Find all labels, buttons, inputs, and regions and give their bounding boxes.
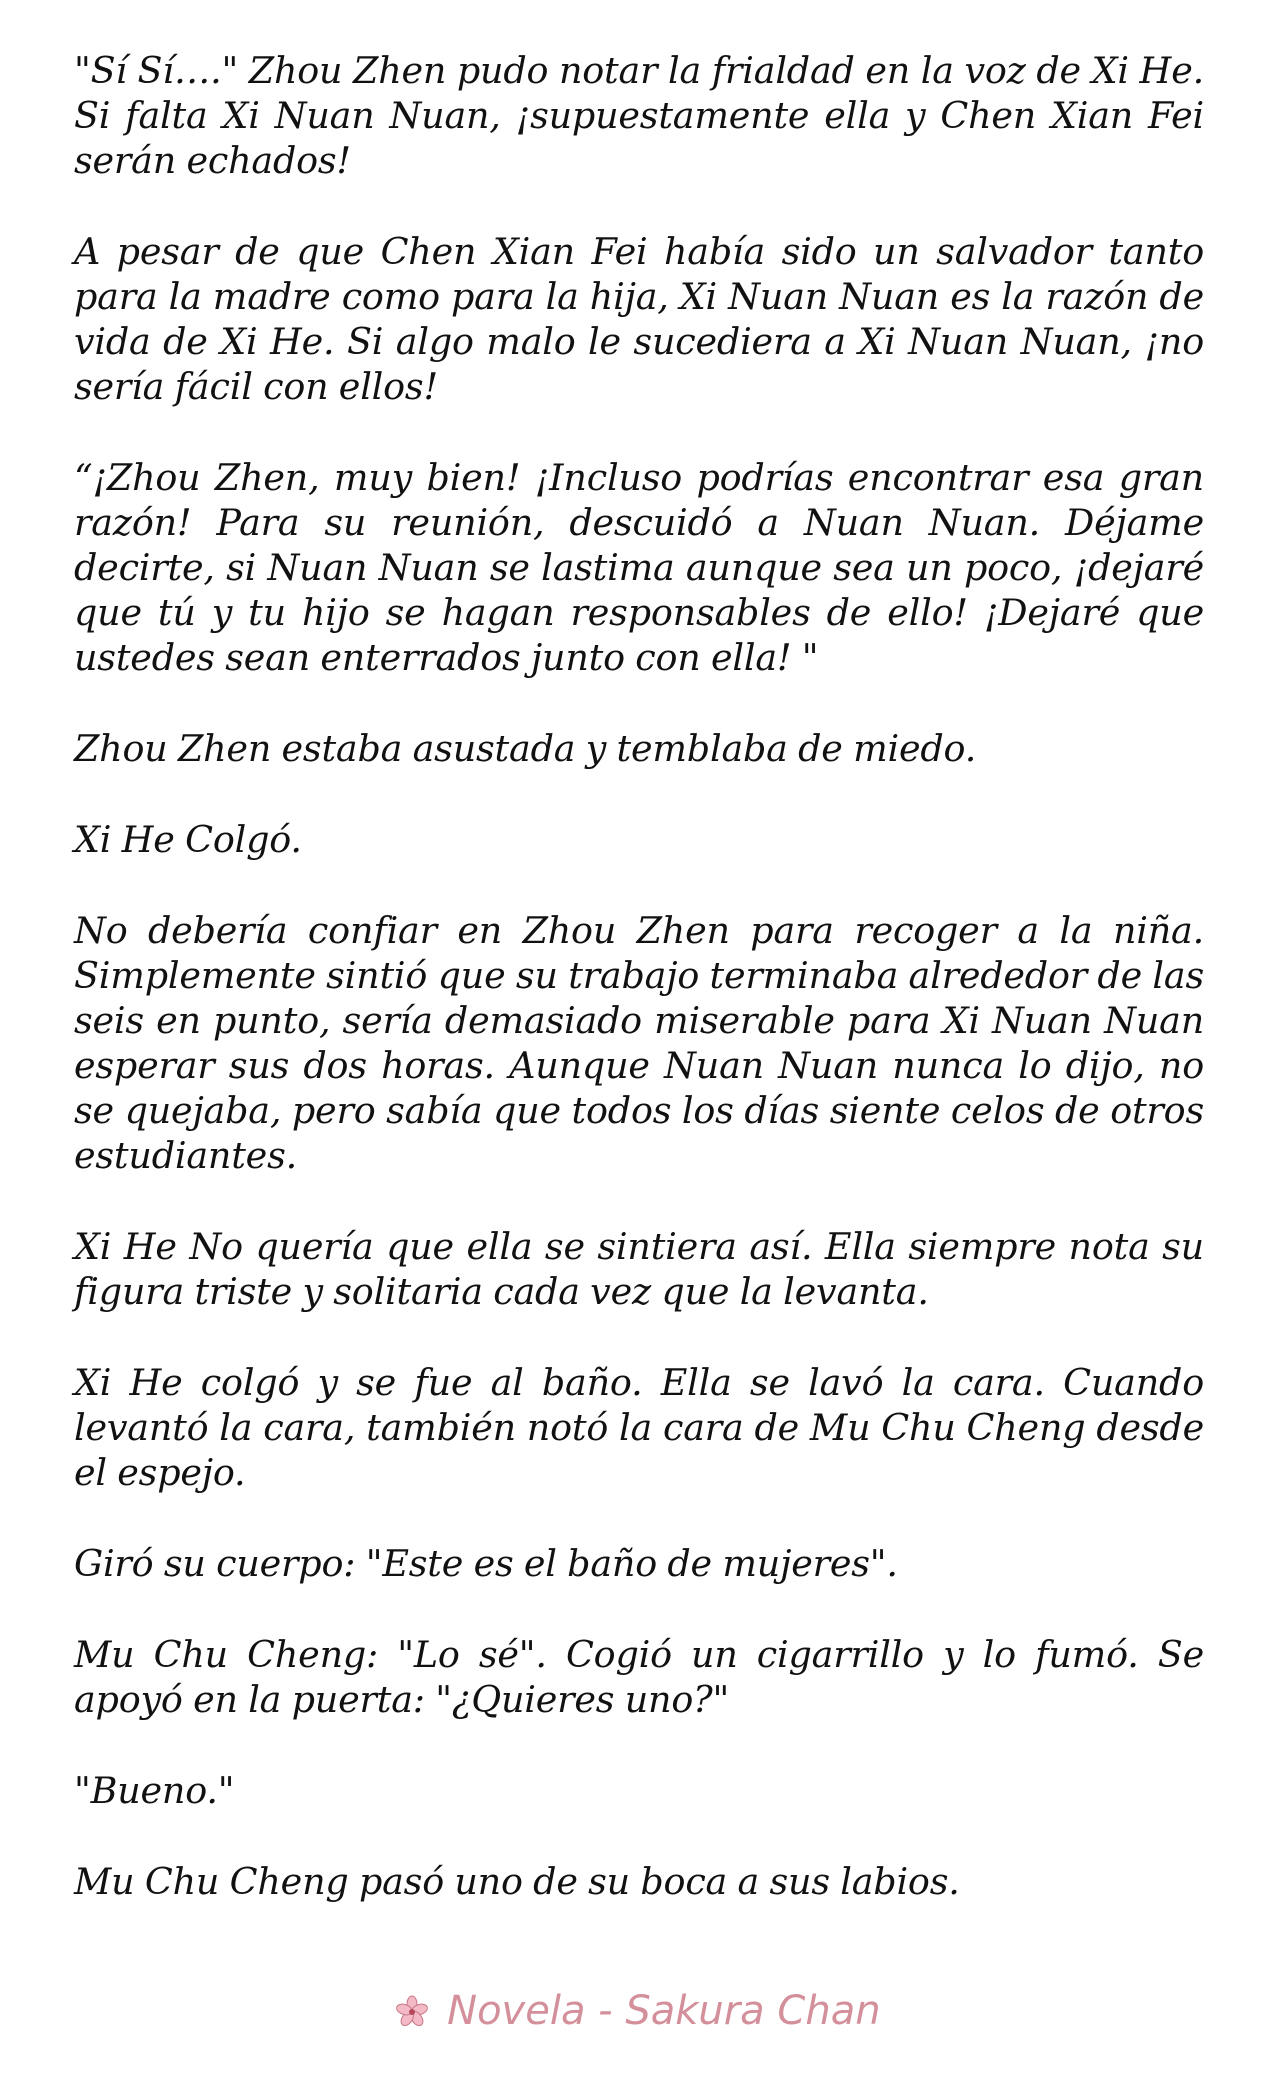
- paragraph: Xi He No quería que ella se sintiera así. Ella siempre nota su figura triste y solitaria cada vez que la levanta.: [74, 1225, 1204, 1313]
- sakura-flower-icon: [394, 1994, 430, 2030]
- watermark-text: Novela - Sakura Chan: [447, 1988, 881, 2034]
- paragraph: "Bueno.": [74, 1769, 235, 1812]
- watermark-footer: [0, 1988, 1275, 2034]
- paragraph: A pesar de que Chen Xian Fei había sido un salvador tanto para la madre como para la hija, Xi Nuan Nuan es la razón de vida de Xi He. Si algo malo le sucediera a Xi Nuan Nuan, ¡no sería fácil con ellos!: [74, 230, 1204, 408]
- paragraph: No debería confiar en Zhou Zhen para recoger a la niña. Simplemente sintió que su trabajo terminaba alrededor de las seis en punto, sería demasiado miserable para Xi Nuan Nuan esperar sus dos horas. Aunque Nuan Nuan nunca lo dijo, no se quejaba, pero sabía que todos los días siente celos de otros estudiantes.: [74, 909, 1204, 1177]
- paragraph: "Sí Sí…." Zhou Zhen pudo notar la frialdad en la voz de Xi He. Si falta Xi Nuan Nuan, ¡supuestamente ella y Chen Xian Fei serán echados!: [74, 49, 1204, 182]
- document-body: [74, 48, 1204, 1950]
- paragraph: Xi He colgó y se fue al baño. Ella se lavó la cara. Cuando levantó la cara, también notó la cara de Mu Chu Cheng desde el espejo.: [74, 1361, 1204, 1494]
- paragraph: Mu Chu Cheng pasó uno de su boca a sus labios.: [74, 1860, 960, 1903]
- paragraph: Giró su cuerpo: "Este es el baño de mujeres".: [74, 1542, 898, 1585]
- paragraph: Mu Chu Cheng: "Lo sé". Cogió un cigarrillo y lo fumó. Se apoyó en la puerta: "¿Quieres uno?": [74, 1633, 1204, 1721]
- paragraph: “¡Zhou Zhen, muy bien! ¡Incluso podrías encontrar esa gran razón! Para su reunión, descuidó a Nuan Nuan. Déjame decirte, si Nuan Nuan se lastima aunque sea un poco, ¡dejaré que tú y tu hijo se hagan responsables de ello! ¡Dejaré que ustedes sean enterrados junto con ella! ": [74, 456, 1204, 679]
- paragraph: Xi He Colgó.: [74, 818, 302, 861]
- paragraph: Zhou Zhen estaba asustada y temblaba de miedo.: [74, 727, 977, 770]
